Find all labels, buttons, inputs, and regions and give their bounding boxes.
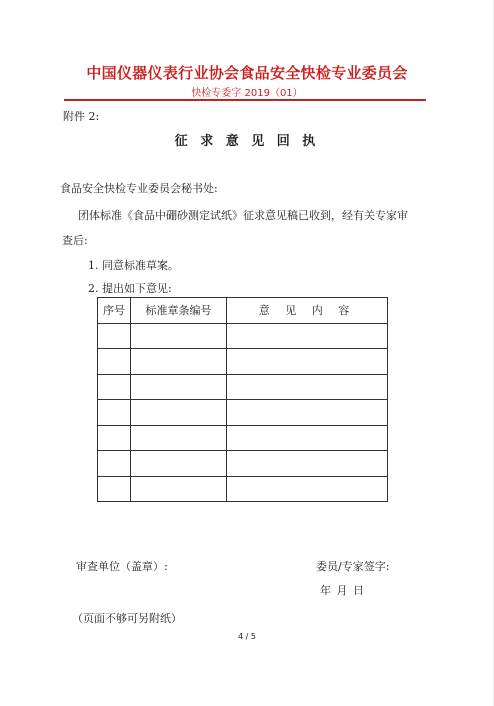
header-clause-number: 标准章条编号 [131, 298, 227, 324]
cell-serial-no [98, 425, 131, 451]
table-header-row [98, 298, 388, 324]
cell-opinion [227, 374, 388, 400]
cell-opinion [227, 425, 388, 451]
salutation: 食品安全快检专业委员会秘书处: [60, 182, 218, 195]
cell-serial-no [98, 451, 131, 477]
document-number: 快检专委字 2019（01） [191, 88, 303, 99]
cell-serial-no [98, 323, 131, 349]
cell-opinion [227, 476, 388, 502]
cell-clause-number [131, 400, 227, 426]
cell-clause-number [131, 323, 227, 349]
table-row [98, 374, 388, 400]
cell-clause-number [131, 349, 227, 375]
table-row [98, 476, 388, 502]
option-agree: 1. 同意标准草案。 [88, 259, 179, 272]
date-label: 年 月 日 [320, 584, 365, 597]
opinion-table [97, 297, 388, 502]
cell-opinion [227, 451, 388, 477]
cell-opinion [227, 400, 388, 426]
extra-page-note: （页面不够可另附纸） [72, 612, 182, 625]
red-divider-line [64, 99, 426, 101]
table-row [98, 425, 388, 451]
cell-serial-no [98, 374, 131, 400]
table-row [98, 400, 388, 426]
cell-clause-number [131, 476, 227, 502]
table-row [98, 451, 388, 477]
table-body [98, 323, 388, 502]
cell-serial-no [98, 476, 131, 502]
cell-clause-number [131, 374, 227, 400]
option-opinions: 2. 提出如下意见: [88, 282, 172, 295]
header-serial-no: 序号 [98, 298, 131, 324]
cell-opinion [227, 349, 388, 375]
cell-serial-no [98, 400, 131, 426]
cell-clause-number [131, 425, 227, 451]
cell-serial-no [98, 349, 131, 375]
cell-clause-number [131, 451, 227, 477]
organization-title: 中国仪器仪表行业协会食品安全快检专业委员会 [86, 64, 408, 82]
document-title: 征 求 意 见 回 执 [174, 134, 320, 149]
page-number: 4 / 5 [238, 632, 256, 641]
cell-opinion [227, 323, 388, 349]
table-row [98, 349, 388, 375]
table-row [98, 323, 388, 349]
attachment-label: 附件 2: [63, 110, 100, 123]
header-opinion-content: 意 见 内 容 [227, 298, 388, 324]
reviewer-unit-label: 审查单位（盖章）: [76, 560, 168, 573]
body-paragraph-line2: 查后: [62, 234, 88, 247]
body-paragraph-line1: 团体标准《食品中硼砂测定试纸》征求意见稿已收到，经有关专家审 [78, 209, 408, 222]
signature-label: 委员/专家签字: [316, 560, 390, 573]
